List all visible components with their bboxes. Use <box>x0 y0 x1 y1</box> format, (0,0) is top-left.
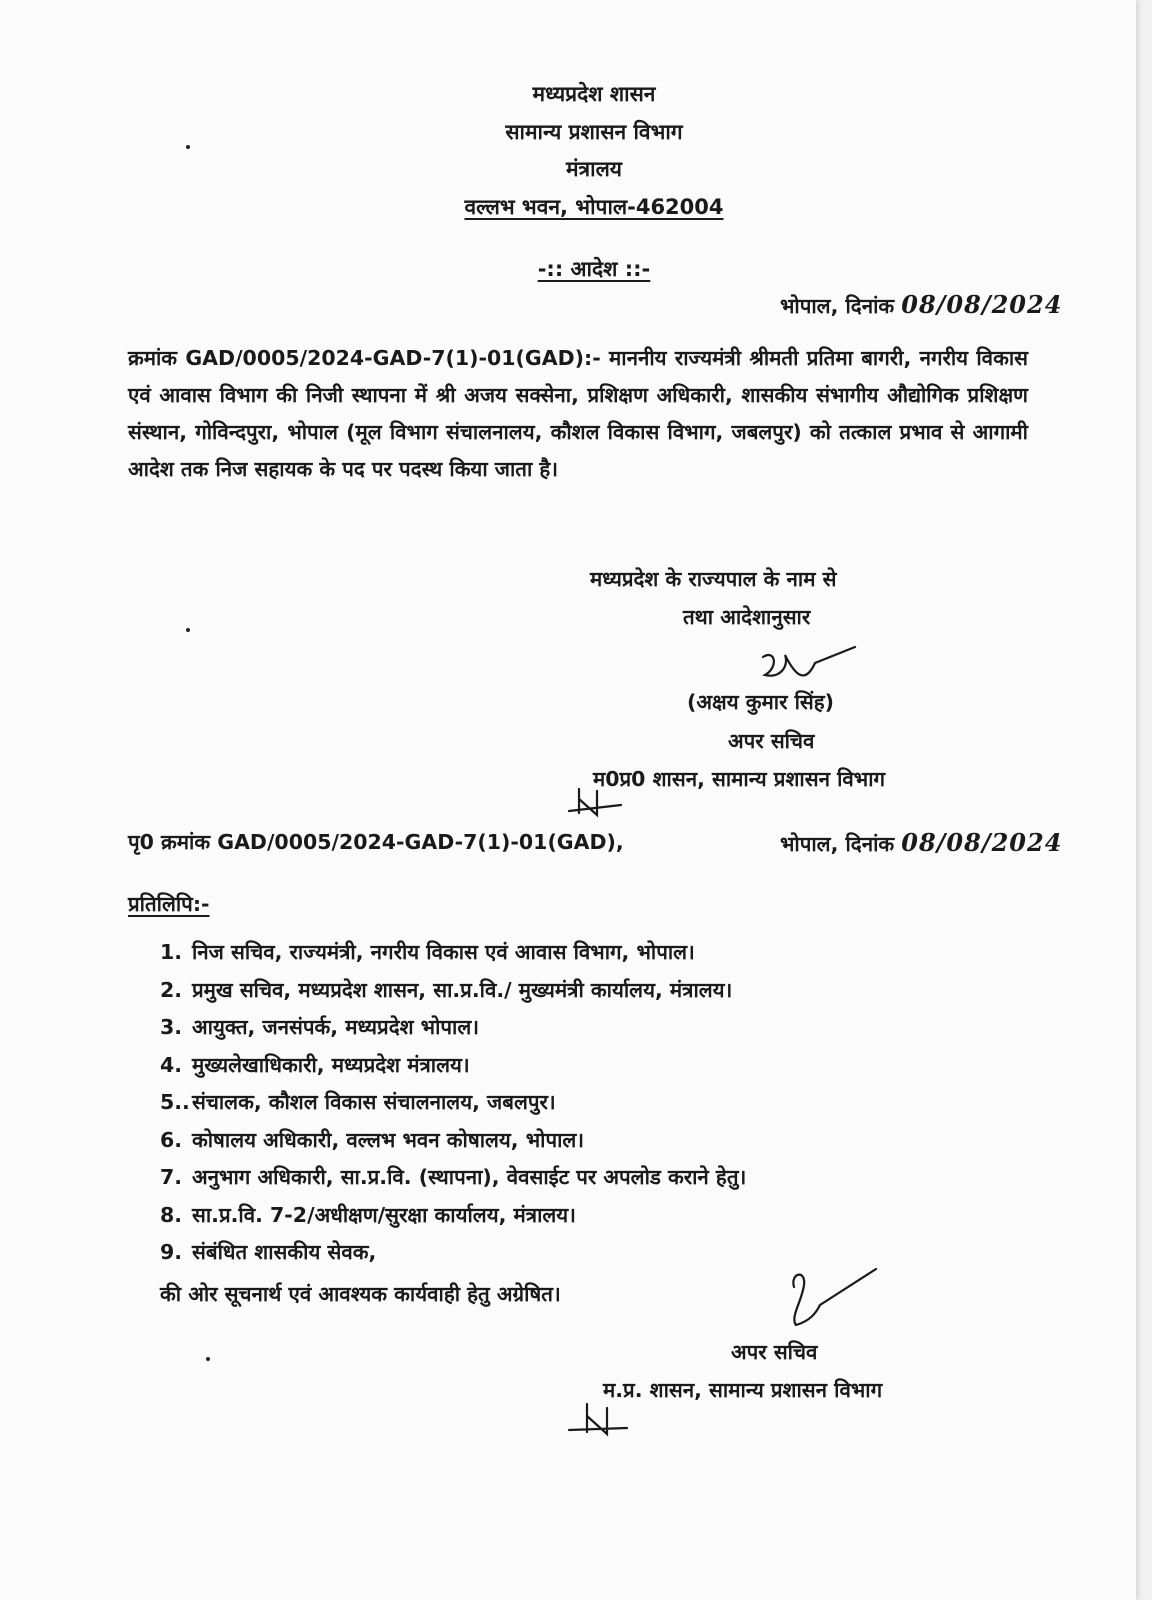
list-item: 9. संबंधित शासकीय सेवक, <box>160 1240 377 1264</box>
closing-line: की ओर सूचनार्थ एवं आवश्यक कार्यवाही हेतु अग्रेषित। <box>160 1282 561 1306</box>
endorsement-date-handwritten: 08/08/2024 <box>901 828 1063 857</box>
list-item: 3. आयुक्त, जनसंपर्क, मध्यप्रदेश भोपाल। <box>160 1015 480 1039</box>
list-item: 4. मुख्यलेखाधिकारी, मध्यप्रदेश मंत्रालय। <box>160 1052 470 1077</box>
department-name: सामान्य प्रशासन विभाग <box>505 120 683 144</box>
list-item: 1. निज सचिव, राज्यमंत्री, नगरीय विकास एवं आवास विभाग, भोपाल। <box>160 940 695 964</box>
endorsement-date-label: भोपाल, दिनांक <box>780 832 895 856</box>
endorsement-number: पृ0 क्रमांक GAD/0005/2024-GAD-7(1)-01(GAD), <box>128 830 624 854</box>
list-item: 7. अनुभाग अधिकारी, सा.प्र.वि. (स्थापना), वेवसाईट पर अपलोड कराने हेतु। <box>160 1165 747 1189</box>
signatory-designation: अपर सचिव <box>728 729 815 753</box>
authority-line2: तथा आदेशानुसार <box>683 605 811 629</box>
initials-1-icon <box>565 785 625 825</box>
office-address: वल्लभ भवन, भोपाल-462004 <box>464 195 724 219</box>
authority-line1: मध्यप्रदेश के राज्यपाल के नाम से <box>590 567 837 591</box>
scan-speck <box>206 1357 210 1361</box>
scan-speck <box>186 628 190 632</box>
endorsement-date <box>780 828 1062 858</box>
ministry-name: मंत्रालय <box>565 157 622 181</box>
date-handwritten: 08/08/2024 <box>901 290 1063 319</box>
second-signatory-department: म.प्र. शासन, सामान्य प्रशासन विभाग <box>603 1378 883 1402</box>
signature-2-icon <box>780 1265 890 1335</box>
order-body: क्रमांक GAD/0005/2024-GAD-7(1)-01(GAD):- माननीय राज्यमंत्री श्रीमती प्रतिमा बागरी, नगरीय विकास एवं आवास विभाग की निजी स्थापना में श्री अजय सक्सेना, प्रशिक्षण अधिकारी, शासकीय संभागीय औद्योगिक प्रशिक्षण संस्थान, गोविन्दपुरा, भोपाल (मूल विभाग संचालनालय, कौशल विकास विभाग, जबलपुर) को तत्काल प्रभाव से आगामी आदेश तक निज सहायक के पद पर पदस्थ किया जाता है। <box>128 346 1028 481</box>
list-item: 6. कोषालय अधिकारी, वल्लभ भवन कोषालय, भोपाल। <box>160 1127 585 1152</box>
date-top <box>780 290 1062 320</box>
order-title: -:: आदेश ::- <box>537 257 651 281</box>
copy-list <box>160 938 746 1276</box>
second-signatory-designation: अपर सचिव <box>731 1340 818 1364</box>
signatory-name: (अक्षय कुमार सिंह) <box>687 690 835 714</box>
date-label: भोपाल, दिनांक <box>780 294 895 318</box>
initials-2-icon <box>565 1398 635 1443</box>
scan-speck <box>186 145 190 149</box>
govt-name: मध्यप्रदेश शासन <box>532 82 656 106</box>
copy-heading: प्रतिलिपि:- <box>128 892 210 916</box>
list-item: 8. सा.प्र.वि. 7-2/अधीक्षण/सुरक्षा कार्यालय, मंत्रालय। <box>160 1202 576 1227</box>
list-item: 2. प्रमुख सचिव, मध्यप्रदेश शासन, सा.प्र.वि./ मुख्यमंत्री कार्यालय, मंत्रालय। <box>160 977 733 1002</box>
list-item: 5.. संचालक, कौशल विकास संचालनालय, जबलपुर। <box>160 1090 556 1114</box>
signatory-department: म0प्र0 शासन, सामान्य प्रशासन विभाग <box>593 767 886 791</box>
